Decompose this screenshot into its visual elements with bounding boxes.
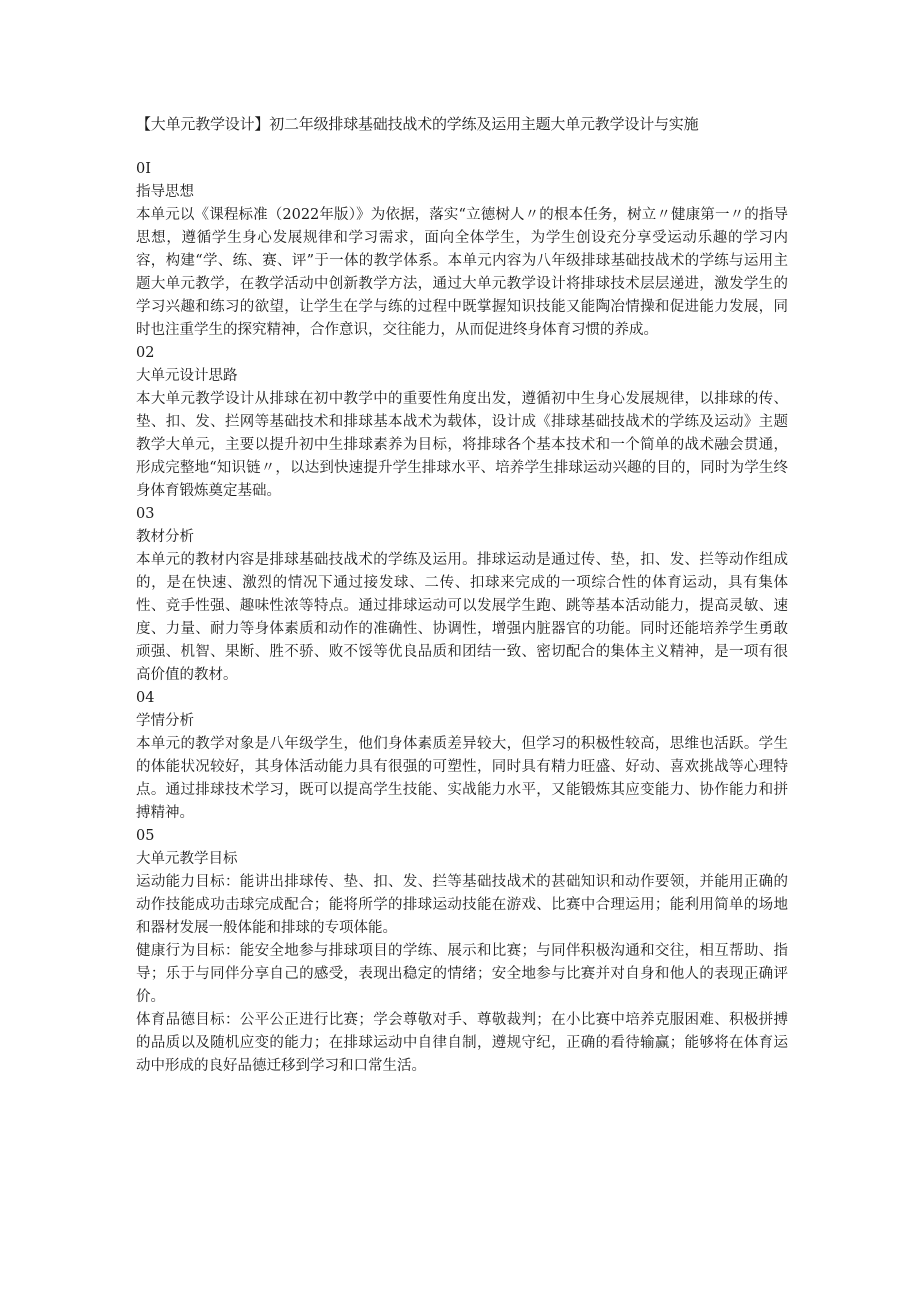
section-heading: 大单元教学目标 [136, 851, 238, 867]
section-paragraph: 本大单元教学设计从排球在初中教学中的重要性角度出发，遵循初中生身心发展规律，以排球的传、垫、扣、发、拦网等基础技术和排球基本战术为载体，设计成《排球基础技战术的学练及运动》主题教学大单元，主要以提升初中生排球素养为目标，将排球各个基本技术和一个简单的战术融会贯通，形成完整地“知识链〃，以达到快速提升学生排球水平、培养学生排球运动兴趣的目的，同时为学生终身体育锻炼奠定基础。 [136, 391, 788, 499]
section-paragraph: 本单元的教材内容是排球基础技战术的学练及运用。排球运动是通过传、垫，扣、发、拦等动作组成的，是在快速、激烈的情况下通过接发球、二传、扣球来完成的一项综合性的体育运动，具有集体性、竞手性强、趣味性浓等特点。通过排球运动可以发展学生跑、跳等基本活动能力，提高灵敏、速度、力量、耐力等身体素质和动作的准确性、协调性，增强内脏器官的功能。同时还能培养学生勇敢顽强、机智、果断、胜不骄、败不馁等优良品质和团结一致、密切配合的集体主义精神，是一项有很高价值的教材。 [136, 552, 788, 683]
section-heading: 教材分析 [136, 529, 194, 545]
section-paragraph: 本单元的教学对象是八年级学生，他们身体素质差异较大，但学习的积极性较高，思维也活跃。学生的体能状况较好，其身体活动能力具有很强的可塑性，同时具有精力旺盛、好动、喜欢挑战等心理特点。通过排球技术学习，既可以提高学生技能、实战能力水平，又能锻炼其应变能力、协作能力和拼搏精神。 [136, 736, 788, 821]
section-material-analysis [136, 503, 788, 687]
section-number: 02 [136, 345, 155, 361]
section-number: 05 [136, 828, 155, 844]
section-guiding-ideology [136, 158, 788, 342]
document-title: 【大单元教学设计】初二年级排球基础技战术的学练及运用主题大单元教学设计与实施 [136, 115, 699, 133]
section-heading: 学情分析 [136, 713, 194, 729]
section-heading: 指导思想 [136, 184, 194, 200]
section-design-approach [136, 342, 788, 503]
section-teaching-goals [136, 825, 788, 1078]
document-body [136, 158, 788, 1078]
section-number: 03 [136, 506, 155, 522]
section-number: 04 [136, 690, 155, 706]
section-number: 0I [136, 161, 151, 177]
section-paragraph: 本单元以《课程标准（2022年版）》为依据，落实“立德树人〃的根本任务，树立〃健康第一〃的指导思想，遵循学生身心发展规律和学习需求，面向全体学生，为学生创设充分享受运动乐趣的学习内容，构建“学、练、赛、评”于一体的教学体系。本单元内容为八年级排球基础技战术的学练与运用主题大单元教学，在教学活动中创新教学方法，通过大单元教学设计将排球技术层层递进，激发学生的学习兴趣和练习的欲望，让学生在学与练的过程中既掌握知识技能又能陶冶情操和促进能力发展，同时也注重学生的探究精神，合作意识，交往能力，从而促进终身体育习惯的养成。 [136, 207, 788, 338]
goal-sports-ethics: 体育品德目标：公平公正进行比赛；学会尊敬对手、尊敬裁判；在小比赛中培养克服困难、积极拼搏的品质以及随机应变的能力；在排球运动中自律自制，遵规守纪，正确的看待输赢；能够将在体育运动中形成的良好品德迁移到学习和口常生活。 [136, 1012, 788, 1074]
section-heading: 大单元设计思路 [136, 368, 238, 384]
goal-health-behavior: 健康行为目标：能安全地参与排球项目的学练、展示和比赛；与同伴积极沟通和交往，相互帮助、指导；乐于与同伴分享自己的感受，表现出稳定的情绪；安全地参与比赛并对自身和他人的表现正确评价。 [136, 943, 788, 1005]
section-student-analysis [136, 687, 788, 825]
goal-motor-ability: 运动能力目标：能讲出排球传、垫、扣、发、拦等基础技战术的甚础知识和动作要领，并能用正确的动作技能成功击球完成配合；能将所学的排球运动技能在游戏、比赛中合理运用；能利用简单的场地和器材发展一般体能和排球的专项体能。 [136, 874, 788, 936]
